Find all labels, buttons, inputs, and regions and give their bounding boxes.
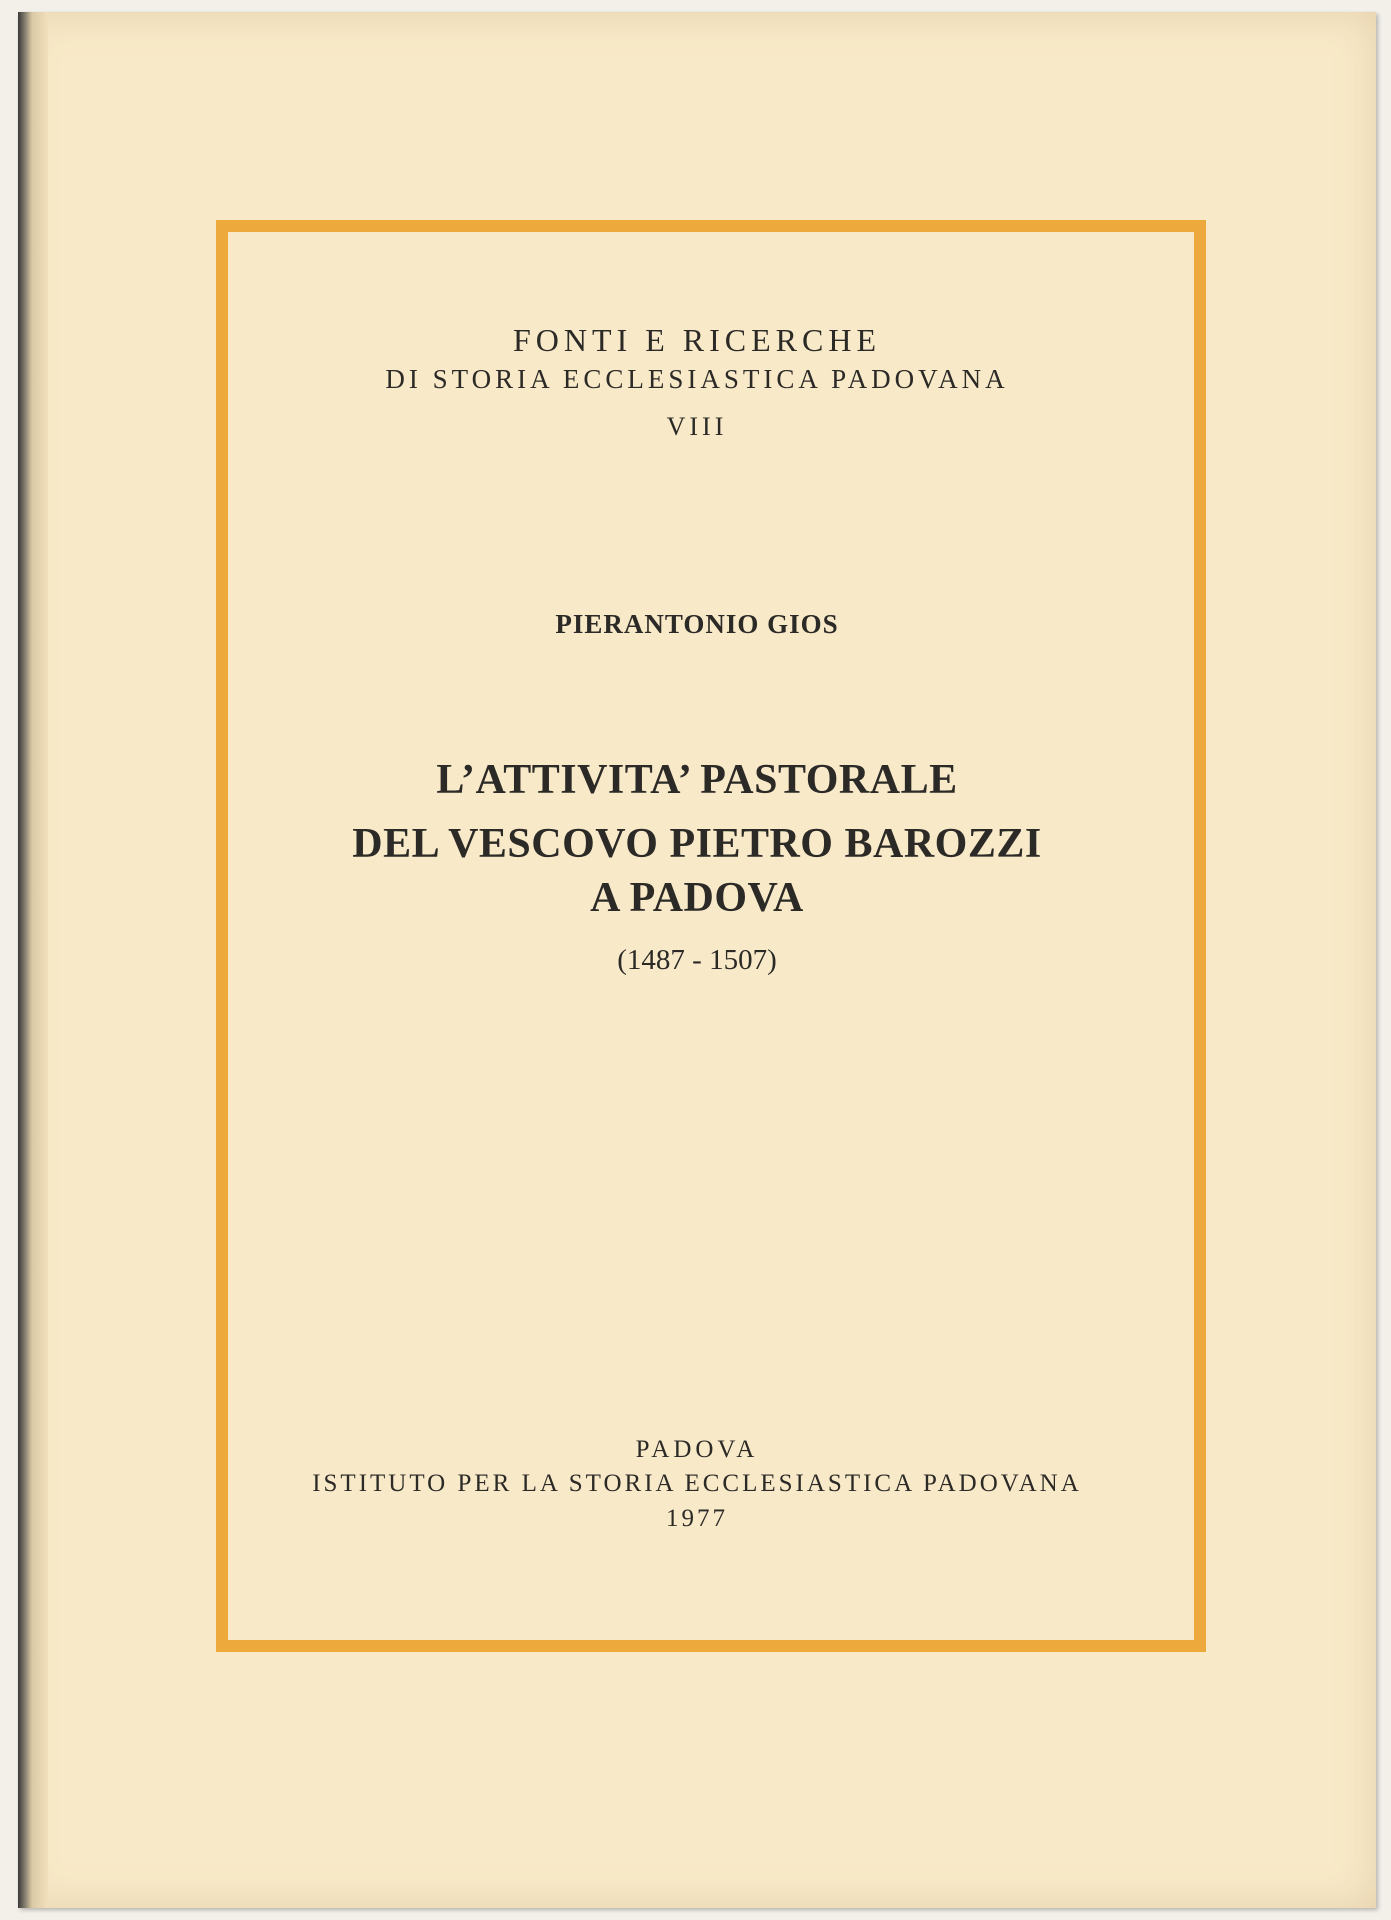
book-title-line-1: L’ATTIVITA’ PASTORALE <box>436 757 958 803</box>
book-title-line-2: DEL VESCOVO PIETRO BAROZZI <box>352 821 1042 867</box>
book-title-line-3: A PADOVA <box>590 875 804 921</box>
publisher-name: ISTITUTO PER LA STORIA ECCLESIASTICA PADOVANA <box>312 1470 1082 1497</box>
cover-left-edge <box>18 12 48 1908</box>
series-number: VIII <box>666 412 728 441</box>
series-subtitle: DI STORIA ECCLESIASTICA PADOVANA <box>385 364 1009 394</box>
book-cover <box>18 12 1376 1908</box>
date-range: (1487 - 1507) <box>617 944 777 976</box>
series-title: FONTI E RICERCHE <box>513 322 881 358</box>
publication-year: 1977 <box>666 1505 728 1532</box>
author-name: PIERANTONIO GIOS <box>555 609 839 639</box>
publication-city: PADOVA <box>635 1436 759 1463</box>
